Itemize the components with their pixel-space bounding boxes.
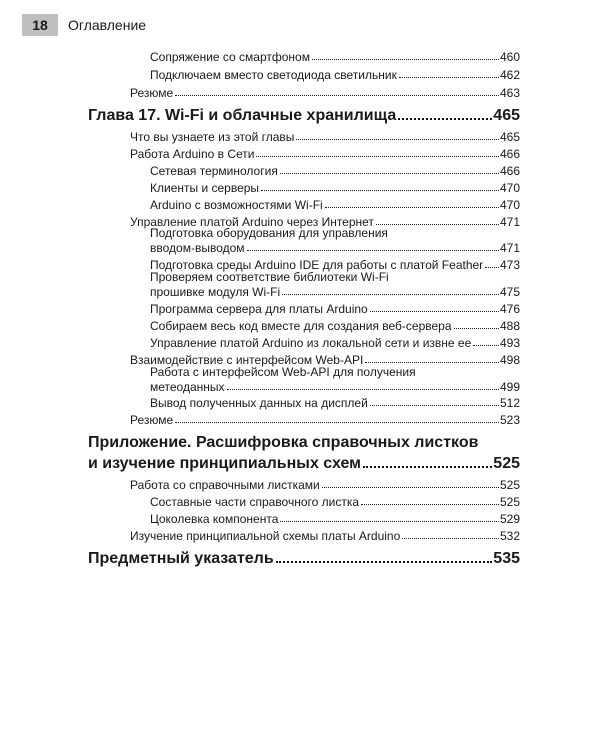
leader-dots — [473, 345, 499, 346]
toc-entry-title-line1: Проверяем соответствие библиотеки Wi-Fi — [150, 270, 389, 284]
toc-entry-page: 460 — [499, 50, 520, 64]
toc-entry[interactable] — [0, 68, 520, 82]
toc-entry-title: Управление платой Arduino из локальной сети и извне ее — [150, 336, 472, 350]
toc-entry-page: 499 — [499, 380, 520, 394]
toc-chapter-page: 465 — [493, 107, 520, 124]
leader-dots — [276, 561, 493, 563]
toc-entry-title-line1: Подготовка оборудования для управления — [150, 226, 388, 240]
leader-dots — [370, 405, 499, 406]
leader-dots — [247, 250, 499, 251]
toc-entry[interactable] — [0, 478, 520, 492]
toc-entry-title: Клиенты и серверы — [150, 181, 260, 195]
leader-dots — [402, 538, 499, 539]
leader-dots — [227, 389, 499, 390]
toc-entry-page: 476 — [499, 302, 520, 316]
toc-entry[interactable] — [0, 86, 520, 100]
leader-dots — [282, 294, 499, 295]
toc-entry-title-line1: Работа с интерфейсом Web-API для получения — [150, 365, 416, 379]
toc-entry-title: Программа сервера для платы Arduino — [150, 302, 368, 316]
toc-entry[interactable] — [0, 396, 520, 410]
leader-dots — [363, 466, 492, 468]
toc-entry-title: Взаимодействие с интерфейсом Web-API — [130, 353, 364, 367]
toc-entry-title: Управление платой Arduino через Интернет — [130, 215, 374, 229]
toc-entry-title: Собираем весь код вместе для создания веб-сервера — [150, 319, 452, 333]
toc-chapter-page: 535 — [493, 550, 520, 567]
toc-entry-title: Работа Arduino в Сети — [130, 147, 255, 161]
toc-entry-page: 512 — [499, 396, 520, 410]
toc-entry-title: прошивке модуля Wi-Fi — [150, 285, 281, 299]
toc-chapter[interactable] — [0, 550, 520, 568]
toc-entry-page: 525 — [499, 478, 520, 492]
toc-entry-title: Подключаем вместо светодиода светильник — [150, 68, 397, 82]
leader-dots — [454, 328, 499, 329]
toc-entry-title: Вывод полученных данных на дисплей — [150, 396, 368, 410]
leader-dots — [398, 118, 492, 120]
toc-entry-page: 463 — [499, 86, 520, 100]
toc-entry-title: Цоколевка компонента — [150, 512, 279, 526]
toc-entry-page: 471 — [499, 241, 520, 255]
leader-dots — [280, 521, 499, 522]
leader-dots — [376, 224, 499, 225]
toc-entry[interactable] — [0, 302, 520, 316]
toc-entry-title: вводом-выводом — [150, 241, 245, 255]
toc-entry-page: 532 — [499, 529, 520, 543]
leader-dots — [175, 95, 499, 96]
toc-entry-page: 488 — [499, 319, 520, 333]
toc-entry-page: 471 — [499, 215, 520, 229]
toc-entry-page: 470 — [499, 198, 520, 212]
leader-dots — [325, 207, 499, 208]
toc-entry-title: Составные части справочного листка — [150, 495, 360, 509]
toc-entry[interactable] — [0, 198, 520, 212]
toc-entry-title: Arduino с возможностями Wi-Fi — [150, 198, 323, 212]
toc-entry[interactable] — [0, 336, 520, 350]
toc-entry[interactable] — [0, 50, 520, 64]
toc-entry-page: 523 — [499, 413, 520, 427]
toc-entry-page: 465 — [499, 130, 520, 144]
leader-dots — [175, 422, 499, 423]
toc-entry-page: 470 — [499, 181, 520, 195]
toc-entry[interactable] — [0, 319, 520, 333]
toc-entry[interactable] — [0, 147, 520, 161]
toc-chapter-title: и изучение принципиальных схем — [88, 455, 361, 472]
toc-entry[interactable] — [0, 413, 520, 427]
leader-dots — [312, 59, 499, 60]
toc-entry[interactable] — [0, 181, 520, 195]
leader-dots — [256, 156, 498, 157]
toc-entry-page: 529 — [499, 512, 520, 526]
toc-entry-title: Сопряжение со смартфоном — [150, 50, 310, 64]
toc-chapter-title: Предметный указатель — [88, 550, 274, 567]
toc-entry[interactable] — [0, 380, 520, 394]
leader-dots — [361, 504, 499, 505]
toc-entry-title: Подготовка среды Arduino IDE для работы с платой Feather — [150, 258, 484, 272]
toc-entry-page: 493 — [499, 336, 520, 350]
section-title: Оглавление — [68, 17, 147, 33]
leader-dots — [399, 77, 499, 78]
toc-entry-title: Сетевая терминология — [150, 164, 278, 178]
toc-entry-title: Резюме — [130, 413, 174, 427]
toc-entry[interactable] — [0, 164, 520, 178]
toc-chapter[interactable] — [0, 455, 520, 473]
toc-entry-page: 498 — [499, 353, 520, 367]
page-header — [0, 0, 600, 36]
toc-entry[interactable] — [0, 512, 520, 526]
toc-entry-title: Что вы узнаете из этой главы — [130, 130, 295, 144]
toc-chapter[interactable] — [0, 107, 520, 125]
toc-entry[interactable] — [0, 495, 520, 509]
toc-entry-title: метеоданных — [150, 380, 225, 394]
toc-entry-title: Изучение принципиальной схемы платы Arduino — [130, 529, 401, 543]
toc-entry-page: 473 — [499, 258, 520, 272]
leader-dots — [296, 139, 499, 140]
toc-entry[interactable] — [0, 529, 520, 543]
toc-entry[interactable] — [0, 241, 520, 255]
leader-dots — [261, 190, 499, 191]
leader-dots — [322, 487, 499, 488]
leader-dots — [485, 267, 499, 268]
toc-entry-page: 525 — [499, 495, 520, 509]
toc-chapter-title-line1: Приложение. Расшифровка справочных листков — [88, 434, 479, 451]
toc-entry-page: 466 — [499, 147, 520, 161]
toc-entry-title: Резюме — [130, 86, 174, 100]
leader-dots — [370, 311, 499, 312]
page-number: 18 — [22, 14, 58, 36]
toc-chapter-page: 525 — [493, 455, 520, 472]
toc-entry-page: 466 — [499, 164, 520, 178]
toc-entry-page: 462 — [499, 68, 520, 82]
toc-entry-page: 475 — [499, 285, 520, 299]
leader-dots — [365, 362, 499, 363]
toc-entry[interactable] — [0, 285, 520, 299]
toc-chapter-title: Глава 17. Wi-Fi и облачные хранилища — [88, 107, 397, 124]
leader-dots — [280, 173, 499, 174]
toc-entry-title: Работа со справочными листками — [130, 478, 320, 492]
toc-entry[interactable] — [0, 130, 520, 144]
